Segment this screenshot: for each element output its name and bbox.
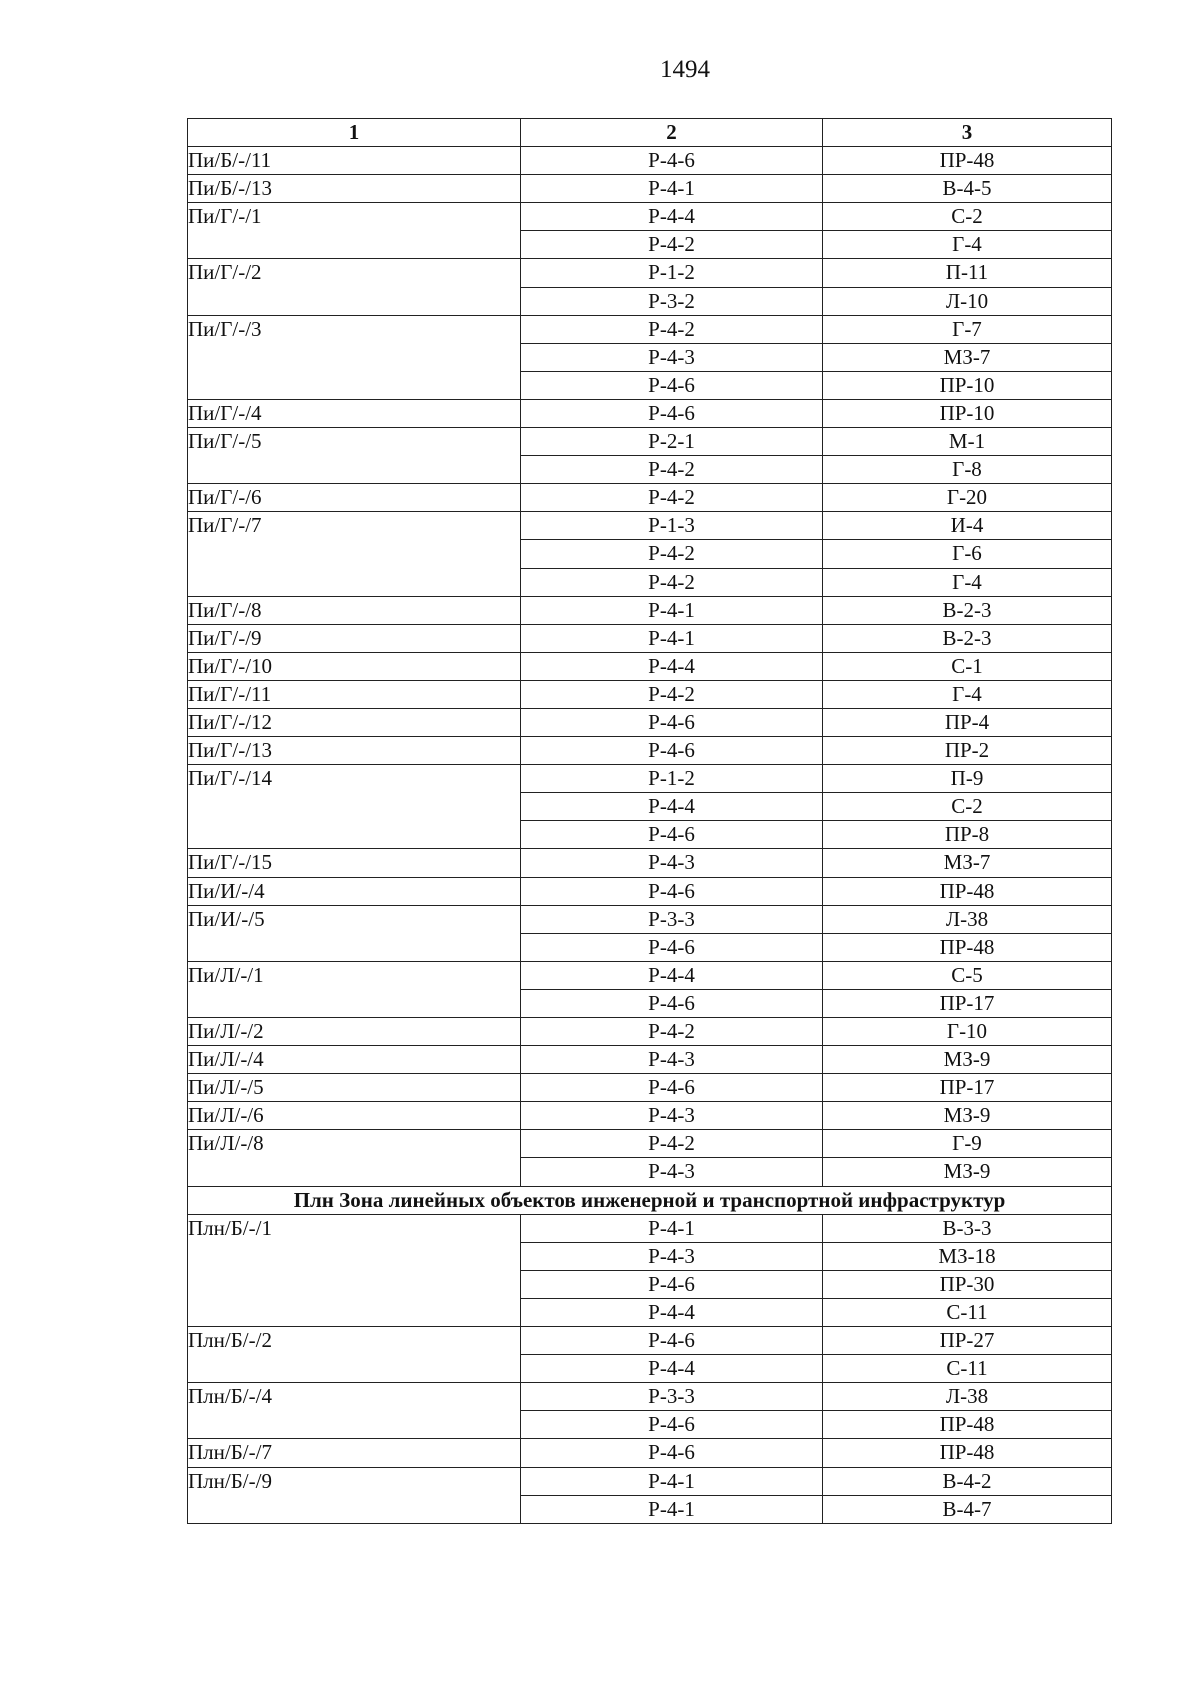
parameter-code-cell: С-1 [823, 652, 1112, 680]
table-row [188, 737, 1112, 765]
zone-code-cell: Пи/Л/-/6 [188, 1102, 521, 1130]
header-row [188, 119, 1112, 147]
table-header [188, 119, 1112, 147]
zone-code-cell: Пи/Г/-/6 [188, 484, 521, 512]
zone-code-cell: Плн/Б/-/2 [188, 1327, 521, 1383]
regulation-code-cell: Р-4-6 [521, 877, 823, 905]
parameter-code-cell: ПР-17 [823, 1074, 1112, 1102]
parameter-code-cell: ПР-17 [823, 989, 1112, 1017]
regulation-code-cell: Р-4-4 [521, 1298, 823, 1326]
parameter-code-cell: ПР-27 [823, 1327, 1112, 1355]
parameter-code-cell: ПР-8 [823, 821, 1112, 849]
table-row [188, 399, 1112, 427]
regulation-code-cell: Р-4-2 [521, 1130, 823, 1158]
section-row [188, 1186, 1112, 1214]
parameter-code-cell: С-2 [823, 203, 1112, 231]
regulation-code-cell: Р-4-3 [521, 849, 823, 877]
zone-code-cell: Пи/Б/-/13 [188, 175, 521, 203]
zone-code-cell: Пи/Г/-/12 [188, 708, 521, 736]
regulation-code-cell: Р-4-6 [521, 737, 823, 765]
regulation-code-cell: Р-4-6 [521, 399, 823, 427]
table-row [188, 596, 1112, 624]
parameter-code-cell: ПР-10 [823, 399, 1112, 427]
table-row [188, 877, 1112, 905]
zone-code-cell: Пи/Г/-/11 [188, 680, 521, 708]
parameter-code-cell: МЗ-9 [823, 1158, 1112, 1186]
regulation-code-cell: Р-1-3 [521, 512, 823, 540]
parameter-code-cell: С-11 [823, 1298, 1112, 1326]
zone-code-cell: Пи/Г/-/7 [188, 512, 521, 596]
zone-code-cell: Пи/И/-/4 [188, 877, 521, 905]
regulation-code-cell: Р-3-2 [521, 287, 823, 315]
table-row [188, 315, 1112, 343]
regulation-code-cell: Р-4-2 [521, 1018, 823, 1046]
table-row [188, 1018, 1112, 1046]
zone-code-cell: Пи/Г/-/15 [188, 849, 521, 877]
regulation-code-cell: Р-4-2 [521, 456, 823, 484]
zoning-table [187, 118, 1112, 1524]
parameter-code-cell: Г-4 [823, 231, 1112, 259]
table-row [188, 1046, 1112, 1074]
table-row [188, 1214, 1112, 1242]
table-body [188, 147, 1112, 1524]
regulation-code-cell: Р-4-6 [521, 1411, 823, 1439]
zone-code-cell: Пи/Г/-/14 [188, 765, 521, 849]
parameter-code-cell: МЗ-9 [823, 1102, 1112, 1130]
zone-code-cell: Пи/Г/-/3 [188, 315, 521, 399]
table-row [188, 849, 1112, 877]
table-row [188, 961, 1112, 989]
regulation-code-cell: Р-4-4 [521, 1355, 823, 1383]
regulation-code-cell: Р-4-6 [521, 1074, 823, 1102]
table-row [188, 680, 1112, 708]
regulation-code-cell: Р-4-2 [521, 680, 823, 708]
parameter-code-cell: Г-7 [823, 315, 1112, 343]
table-row [188, 652, 1112, 680]
regulation-code-cell: Р-2-1 [521, 428, 823, 456]
parameter-code-cell: ПР-48 [823, 147, 1112, 175]
table-row [188, 765, 1112, 793]
zone-code-cell: Пи/Л/-/4 [188, 1046, 521, 1074]
regulation-code-cell: Р-4-2 [521, 540, 823, 568]
table-row [188, 1467, 1112, 1495]
parameter-code-cell: Л-38 [823, 1383, 1112, 1411]
parameter-code-cell: Л-10 [823, 287, 1112, 315]
parameter-code-cell: Г-4 [823, 568, 1112, 596]
zone-code-cell: Плн/Б/-/4 [188, 1383, 521, 1439]
regulation-code-cell: Р-3-3 [521, 1383, 823, 1411]
zone-code-cell: Пи/Г/-/5 [188, 428, 521, 484]
parameter-code-cell: В-2-3 [823, 624, 1112, 652]
parameter-code-cell: МЗ-9 [823, 1046, 1112, 1074]
regulation-code-cell: Р-4-3 [521, 1158, 823, 1186]
parameter-code-cell: М-1 [823, 428, 1112, 456]
zone-code-cell: Пи/Г/-/8 [188, 596, 521, 624]
regulation-code-cell: Р-4-6 [521, 1327, 823, 1355]
parameter-code-cell: ПР-30 [823, 1270, 1112, 1298]
table-row [188, 1102, 1112, 1130]
regulation-code-cell: Р-4-4 [521, 203, 823, 231]
regulation-code-cell: Р-4-3 [521, 1046, 823, 1074]
parameter-code-cell: ПР-2 [823, 737, 1112, 765]
zone-code-cell: Пи/Г/-/1 [188, 203, 521, 259]
regulation-code-cell: Р-4-1 [521, 1214, 823, 1242]
regulation-code-cell: Р-4-1 [521, 175, 823, 203]
parameter-code-cell: Г-6 [823, 540, 1112, 568]
table-row [188, 484, 1112, 512]
regulation-code-cell: Р-4-6 [521, 1270, 823, 1298]
table-row [188, 1130, 1112, 1158]
parameter-code-cell: Г-9 [823, 1130, 1112, 1158]
header-col-3: 3 [823, 119, 1112, 147]
zone-code-cell: Плн/Б/-/9 [188, 1467, 521, 1523]
regulation-code-cell: Р-4-3 [521, 1102, 823, 1130]
table-row [188, 624, 1112, 652]
table-row [188, 259, 1112, 287]
zone-code-cell: Пи/Г/-/2 [188, 259, 521, 315]
regulation-code-cell: Р-4-1 [521, 624, 823, 652]
parameter-code-cell: П-9 [823, 765, 1112, 793]
table-row [188, 1074, 1112, 1102]
regulation-code-cell: Р-4-6 [521, 371, 823, 399]
regulation-code-cell: Р-4-4 [521, 793, 823, 821]
parameter-code-cell: С-5 [823, 961, 1112, 989]
table-row [188, 1383, 1112, 1411]
regulation-code-cell: Р-4-6 [521, 708, 823, 736]
parameter-code-cell: Г-8 [823, 456, 1112, 484]
zone-code-cell: Пи/Л/-/1 [188, 961, 521, 1017]
zone-code-cell: Плн/Б/-/7 [188, 1439, 521, 1467]
parameter-code-cell: П-11 [823, 259, 1112, 287]
parameter-code-cell: ПР-48 [823, 1439, 1112, 1467]
section-heading: Плн Зона линейных объектов инженерной и транспортной инфраструктур [188, 1186, 1112, 1214]
table-row [188, 512, 1112, 540]
parameter-code-cell: В-4-2 [823, 1467, 1112, 1495]
regulation-code-cell: Р-4-3 [521, 1242, 823, 1270]
regulation-code-cell: Р-4-6 [521, 147, 823, 175]
regulation-code-cell: Р-4-1 [521, 1495, 823, 1523]
parameter-code-cell: Г-4 [823, 680, 1112, 708]
parameter-code-cell: С-11 [823, 1355, 1112, 1383]
parameter-code-cell: В-4-5 [823, 175, 1112, 203]
regulation-code-cell: Р-4-1 [521, 596, 823, 624]
zone-code-cell: Пи/И/-/5 [188, 905, 521, 961]
regulation-code-cell: Р-4-1 [521, 1467, 823, 1495]
header-col-1: 1 [188, 119, 521, 147]
parameter-code-cell: В-2-3 [823, 596, 1112, 624]
regulation-code-cell: Р-4-4 [521, 961, 823, 989]
regulation-code-cell: Р-4-2 [521, 231, 823, 259]
regulation-code-cell: Р-4-2 [521, 484, 823, 512]
zone-code-cell: Плн/Б/-/1 [188, 1214, 521, 1326]
parameter-code-cell: ПР-4 [823, 708, 1112, 736]
parameter-code-cell: МЗ-18 [823, 1242, 1112, 1270]
parameter-code-cell: И-4 [823, 512, 1112, 540]
regulation-code-cell: Р-3-3 [521, 905, 823, 933]
regulation-code-cell: Р-4-3 [521, 343, 823, 371]
parameter-code-cell: МЗ-7 [823, 343, 1112, 371]
parameter-code-cell: ПР-48 [823, 933, 1112, 961]
regulation-code-cell: Р-4-6 [521, 933, 823, 961]
regulation-code-cell: Р-4-2 [521, 568, 823, 596]
parameter-code-cell: Л-38 [823, 905, 1112, 933]
parameter-code-cell: В-3-3 [823, 1214, 1112, 1242]
regulation-code-cell: Р-4-2 [521, 315, 823, 343]
table-row [188, 708, 1112, 736]
parameter-code-cell: Г-10 [823, 1018, 1112, 1046]
zone-code-cell: Пи/Г/-/4 [188, 399, 521, 427]
zone-code-cell: Пи/Г/-/10 [188, 652, 521, 680]
table-row [188, 905, 1112, 933]
table-row [188, 175, 1112, 203]
zone-code-cell: Пи/Б/-/11 [188, 147, 521, 175]
zone-code-cell: Пи/Л/-/8 [188, 1130, 521, 1186]
regulation-code-cell: Р-4-6 [521, 1439, 823, 1467]
page-number: 1494 [660, 56, 710, 83]
regulation-code-cell: Р-4-6 [521, 821, 823, 849]
parameter-code-cell: С-2 [823, 793, 1112, 821]
table-row [188, 147, 1112, 175]
table-row [188, 1439, 1112, 1467]
zone-code-cell: Пи/Л/-/5 [188, 1074, 521, 1102]
regulation-code-cell: Р-1-2 [521, 765, 823, 793]
parameter-code-cell: МЗ-7 [823, 849, 1112, 877]
zone-code-cell: Пи/Г/-/13 [188, 737, 521, 765]
table-row [188, 1327, 1112, 1355]
parameter-code-cell: В-4-7 [823, 1495, 1112, 1523]
table-row [188, 428, 1112, 456]
table-row [188, 203, 1112, 231]
parameter-code-cell: ПР-48 [823, 877, 1112, 905]
zone-code-cell: Пи/Г/-/9 [188, 624, 521, 652]
parameter-code-cell: ПР-10 [823, 371, 1112, 399]
zone-code-cell: Пи/Л/-/2 [188, 1018, 521, 1046]
header-col-2: 2 [521, 119, 823, 147]
regulation-code-cell: Р-4-6 [521, 989, 823, 1017]
parameter-code-cell: Г-20 [823, 484, 1112, 512]
parameter-code-cell: ПР-48 [823, 1411, 1112, 1439]
regulation-code-cell: Р-4-4 [521, 652, 823, 680]
regulation-code-cell: Р-1-2 [521, 259, 823, 287]
